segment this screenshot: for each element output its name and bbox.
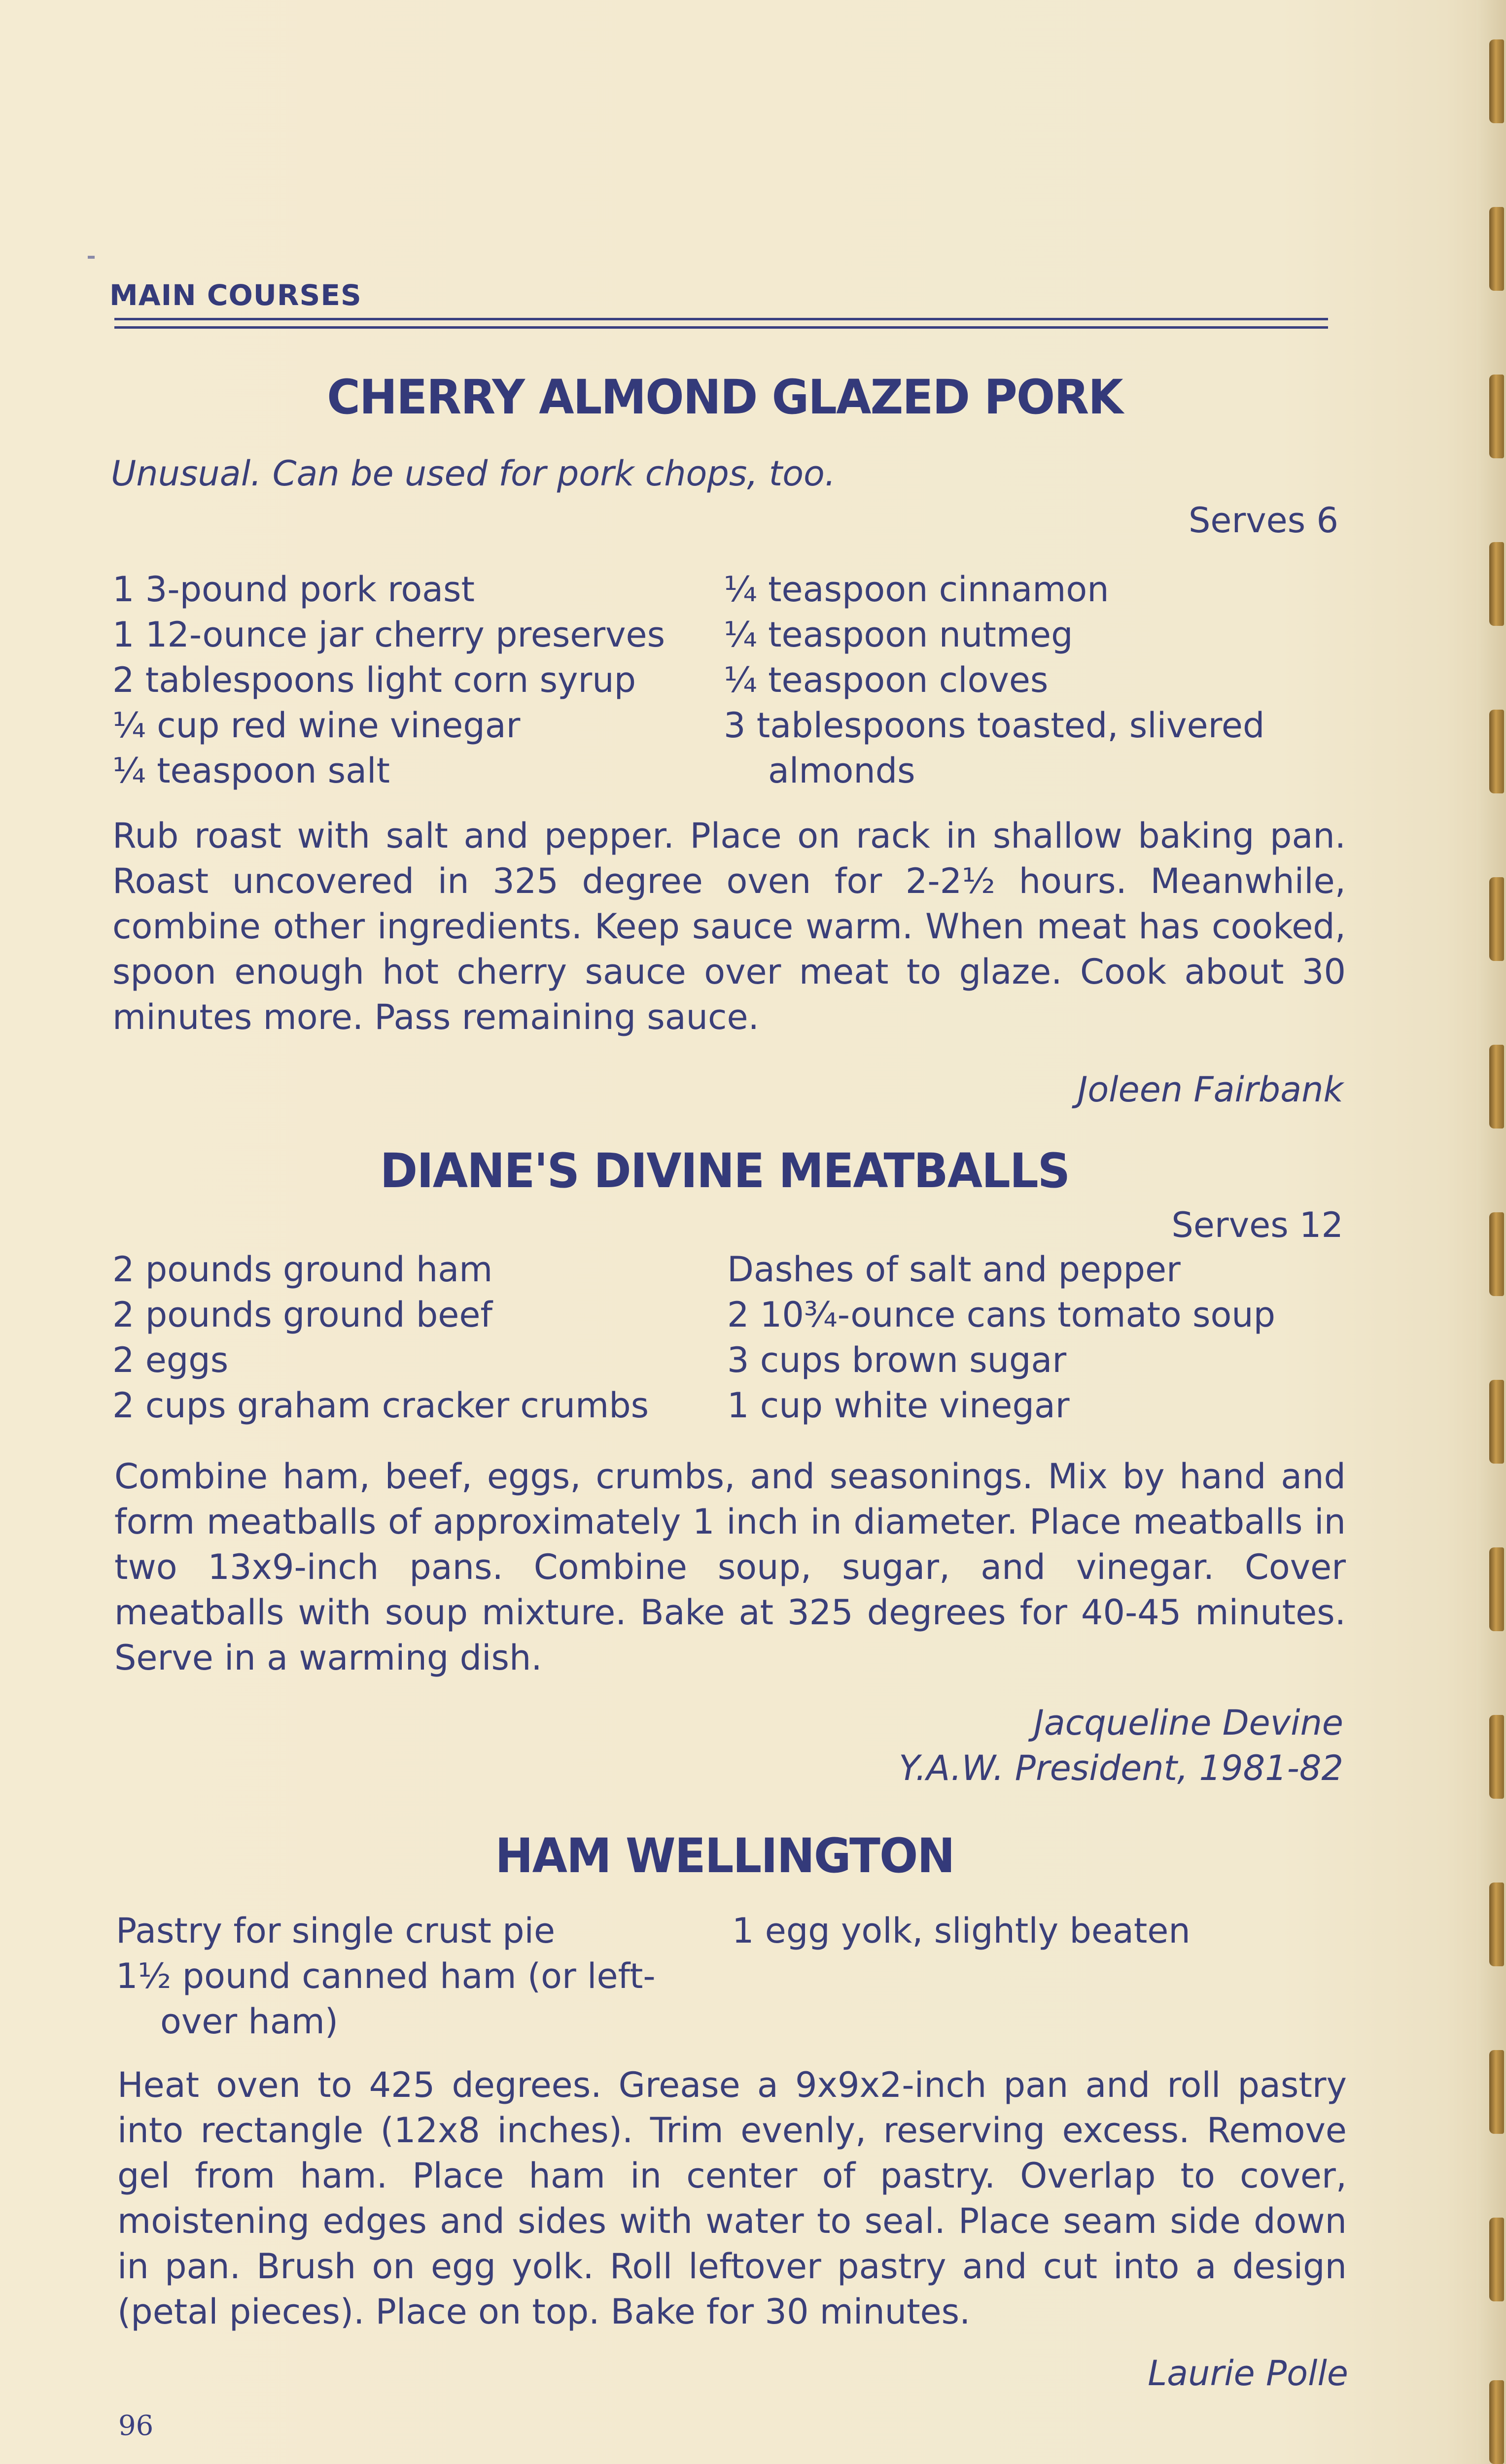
spiral-binding	[1476, 0, 1506, 2464]
ingredient: ¼ teaspoon cinnamon	[724, 569, 1109, 610]
ingredient: 2 10¾-ounce cans tomato soup	[727, 1295, 1276, 1335]
ingredients-left	[112, 1247, 649, 1428]
recipe-title: DIANE'S DIVINE MEATBALLS	[380, 1143, 1070, 1198]
recipe-directions: Rub roast with salt and pepper. Place on rack in shallow baking pan. Roast uncovered in 325 degree oven for 2-2½ hours. Meanwhile, combine other ingredients. Keep sauce warm. When meat has cooked, spoon enough hot cherry sauce over meat to glaze. Cook about 30 minutes more. Pass remaining sauce.	[112, 816, 1346, 1037]
recipe-directions: Heat oven to 425 degrees. Grease a 9x9x2-inch pan and roll pastry into rectangle (12x8 inches). Trim evenly, reserving excess. Remove gel from ham. Place ham in center of pastry. Overlap to cover, moistening edges and sides with water to seal. Place seam side down in pan. Brush on egg yolk. Roll leftover pastry and cut into a design (petal pieces). Place on top. Bake for 30 minutes.	[117, 2065, 1347, 2332]
ingredient: ¼ teaspoon salt	[112, 751, 390, 791]
recipe-author: Jacqueline Devine	[1034, 1703, 1343, 1743]
ingredient: Dashes of salt and pepper	[727, 1249, 1181, 1290]
ingredient: 2 tablespoons light corn syrup	[112, 660, 636, 700]
section-header: MAIN COURSES	[109, 278, 362, 312]
binding-ring	[1489, 207, 1504, 291]
binding-ring	[1489, 710, 1504, 793]
recipe-note: Unusual. Can be used for pork chops, too.	[111, 453, 836, 494]
ingredient: 1 egg yolk, slightly beaten	[732, 1911, 1191, 1951]
recipe-author: Joleen Fairbank	[1077, 1069, 1343, 1110]
binding-ring	[1489, 542, 1504, 626]
recipe-directions: Combine ham, beef, eggs, crumbs, and seasonings. Mix by hand and form meatballs of approximately 1 inch in diameter. Place meatballs in two 13x9-inch pans. Combine soup, sugar, and vinegar. Cover meatballs with soup mixture. Bake at 325 degrees for 40-45 minutes. Serve in a warming dish.	[114, 1456, 1346, 1678]
ingredient: 2 pounds ground beef	[112, 1295, 493, 1335]
binding-ring	[1489, 2050, 1504, 2134]
ingredient: 2 pounds ground ham	[112, 1249, 493, 1290]
recipe-title: HAM WELLINGTON	[495, 1828, 954, 1883]
ingredients-left	[116, 1908, 656, 2044]
ingredient: almonds	[768, 751, 915, 791]
ingredient: over ham)	[160, 2001, 339, 2042]
binding-ring	[1489, 2218, 1504, 2301]
ingredients-left	[112, 567, 665, 793]
recipe-serves: Serves 6	[1188, 500, 1338, 541]
ingredient: 3 cups brown sugar	[727, 1340, 1067, 1380]
ingredient: 3 tablespoons toasted, slivered	[724, 705, 1265, 746]
ingredient: 1 cup white vinegar	[727, 1385, 1070, 1426]
ingredient: 1 3-pound pork roast	[112, 569, 475, 610]
ingredients-right	[724, 567, 1264, 793]
header-rule	[114, 318, 1328, 320]
page-number: 96	[118, 2410, 154, 2442]
ingredient: Pastry for single crust pie	[116, 1911, 556, 1951]
ingredient: 1½ pound canned ham (or left-	[116, 1956, 656, 1996]
binding-ring	[1489, 1882, 1504, 1966]
binding-ring	[1489, 1715, 1504, 1799]
ingredients-right	[727, 1247, 1275, 1428]
ingredients-right	[732, 1908, 1191, 1953]
binding-ring	[1489, 877, 1504, 961]
print-mark	[88, 256, 95, 259]
ingredient: ¼ teaspoon nutmeg	[724, 615, 1073, 655]
header-rule	[114, 326, 1328, 329]
ingredient: ¼ teaspoon cloves	[724, 660, 1049, 700]
ingredient: 2 eggs	[112, 1340, 229, 1380]
binding-ring	[1489, 1045, 1504, 1129]
binding-ring	[1489, 375, 1504, 458]
binding-ring	[1489, 39, 1504, 123]
recipe-serves: Serves 12	[1171, 1205, 1343, 1245]
ingredient: ¼ cup red wine vinegar	[112, 705, 521, 746]
recipe-author: Laurie Polle	[1148, 2353, 1348, 2394]
binding-ring	[1489, 1547, 1504, 1631]
ingredient: 1 12-ounce jar cherry preserves	[112, 615, 665, 655]
recipe-title: CHERRY ALMOND GLAZED PORK	[327, 370, 1122, 425]
binding-ring	[1489, 1380, 1504, 1464]
recipe-author-title: Y.A.W. President, 1981-82	[899, 1748, 1343, 1788]
binding-ring	[1489, 1212, 1504, 1296]
binding-ring	[1489, 2380, 1504, 2464]
ingredient: 2 cups graham cracker crumbs	[112, 1385, 649, 1426]
